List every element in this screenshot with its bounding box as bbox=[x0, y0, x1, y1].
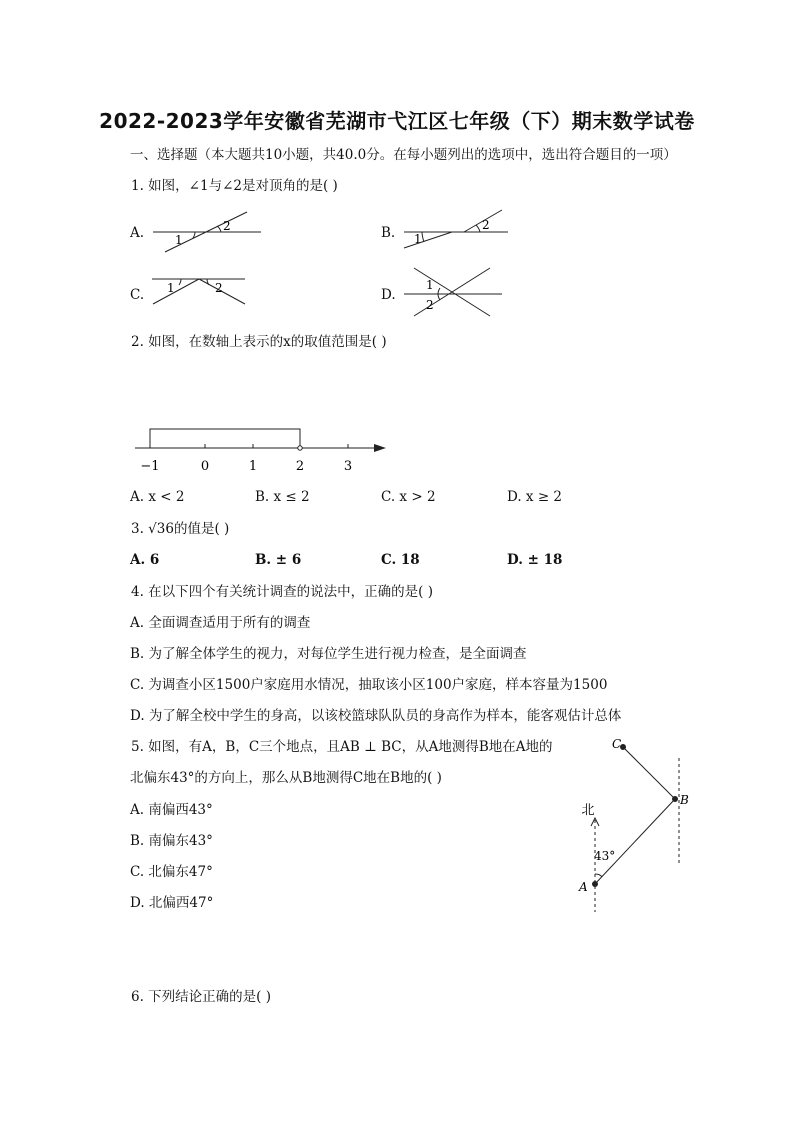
question-5-stem-line-1: 5. 如图，有A，B，C三个地点，且AB ⊥ BC，从A地测得B地在A地的 bbox=[131, 739, 553, 755]
q2-option-d: D. x ≥ 2 bbox=[507, 489, 563, 505]
q1-option-c-label: C. bbox=[130, 287, 145, 303]
question-1-stem: 1. 如图，∠1与∠2是对顶角的是( ) bbox=[131, 178, 338, 194]
q1-option-b-label: B. bbox=[381, 225, 396, 241]
q3-option-a: A. 6 bbox=[130, 552, 160, 568]
q4-option-d: D. 为了解全校中学生的身高，以该校篮球队队员的身高作为样本，能客观估计总体 bbox=[130, 708, 622, 724]
question-5-stem-line-2: 北偏东43°的方向上，那么从B地测得C地在B地的( ) bbox=[130, 770, 442, 786]
q1-option-d-figure bbox=[396, 264, 508, 320]
q2-tick-label: 0 bbox=[200, 459, 210, 474]
q1-option-b-figure bbox=[396, 208, 516, 253]
q1-a-angle-2-label: 2 bbox=[223, 219, 231, 233]
q2-tick-label: 2 bbox=[295, 459, 305, 474]
q5-option-a: A. 南偏西43° bbox=[130, 802, 213, 818]
q2-tick-label: 3 bbox=[343, 459, 353, 474]
q4-option-c: C. 为调查小区1500户家庭用水情况，抽取该小区100户家庭，样本容量为1500 bbox=[130, 677, 608, 693]
q1-c-angle-2-label: 2 bbox=[215, 281, 223, 295]
q1-b-angle-2-label: 2 bbox=[482, 218, 490, 232]
q2-number-line bbox=[128, 420, 393, 475]
q2-tick-label: 1 bbox=[248, 459, 258, 474]
q1-option-a-label: A. bbox=[130, 225, 145, 241]
q2-option-b: B. x ≤ 2 bbox=[255, 489, 310, 505]
q4-option-b: B. 为了解全体学生的视力，对每位学生进行视力检查，是全面调查 bbox=[130, 646, 527, 662]
q5-direction-figure bbox=[570, 730, 700, 915]
question-2-stem: 2. 如图，在数轴上表示的x的取值范围是( ) bbox=[131, 334, 387, 350]
q2-tick-label: −1 bbox=[140, 459, 160, 474]
question-6-stem: 6. 下列结论正确的是( ) bbox=[131, 989, 271, 1005]
q2-option-a: A. x < 2 bbox=[130, 489, 185, 505]
q5-option-c: C. 北偏东47° bbox=[130, 864, 213, 880]
angle-43-label: 43° bbox=[594, 849, 616, 863]
q5-option-b: B. 南偏东43° bbox=[130, 833, 213, 849]
page-title: 2022-2023学年安徽省芜湖市弋江区七年级（下）期末数学试卷 bbox=[99, 109, 695, 133]
q1-option-c-figure bbox=[145, 270, 255, 310]
point-a-label: A bbox=[579, 880, 588, 894]
north-label: 北 bbox=[581, 803, 595, 818]
q1-option-d-label: D. bbox=[381, 287, 396, 303]
q3-option-c: C. 18 bbox=[381, 552, 420, 568]
question-4-stem: 4. 在以下四个有关统计调查的说法中，正确的是( ) bbox=[131, 584, 433, 600]
q1-option-a-figure bbox=[145, 210, 270, 260]
point-c-label: C bbox=[612, 737, 622, 751]
q3-option-d: D. ± 18 bbox=[507, 552, 563, 568]
point-b-label: B bbox=[680, 793, 689, 807]
q1-a-angle-1-label: 1 bbox=[175, 233, 183, 247]
q4-option-a: A. 全面调查适用于所有的调查 bbox=[130, 615, 311, 631]
q3-option-b: B. ± 6 bbox=[255, 552, 302, 568]
section-heading: 一、选择题（本大题共10小题，共40.0分。在每小题列出的选项中，选出符合题目的一项） bbox=[130, 147, 677, 163]
q1-b-angle-1-label: 1 bbox=[414, 232, 422, 246]
q1-d-angle-2-label: 2 bbox=[426, 298, 434, 312]
q1-d-angle-1-label: 1 bbox=[426, 278, 434, 292]
q5-option-d: D. 北偏西47° bbox=[130, 895, 214, 911]
q1-c-angle-1-label: 1 bbox=[167, 281, 175, 295]
question-3-stem: 3. √36的值是( ) bbox=[131, 521, 230, 537]
q2-option-c: C. x > 2 bbox=[381, 489, 436, 505]
